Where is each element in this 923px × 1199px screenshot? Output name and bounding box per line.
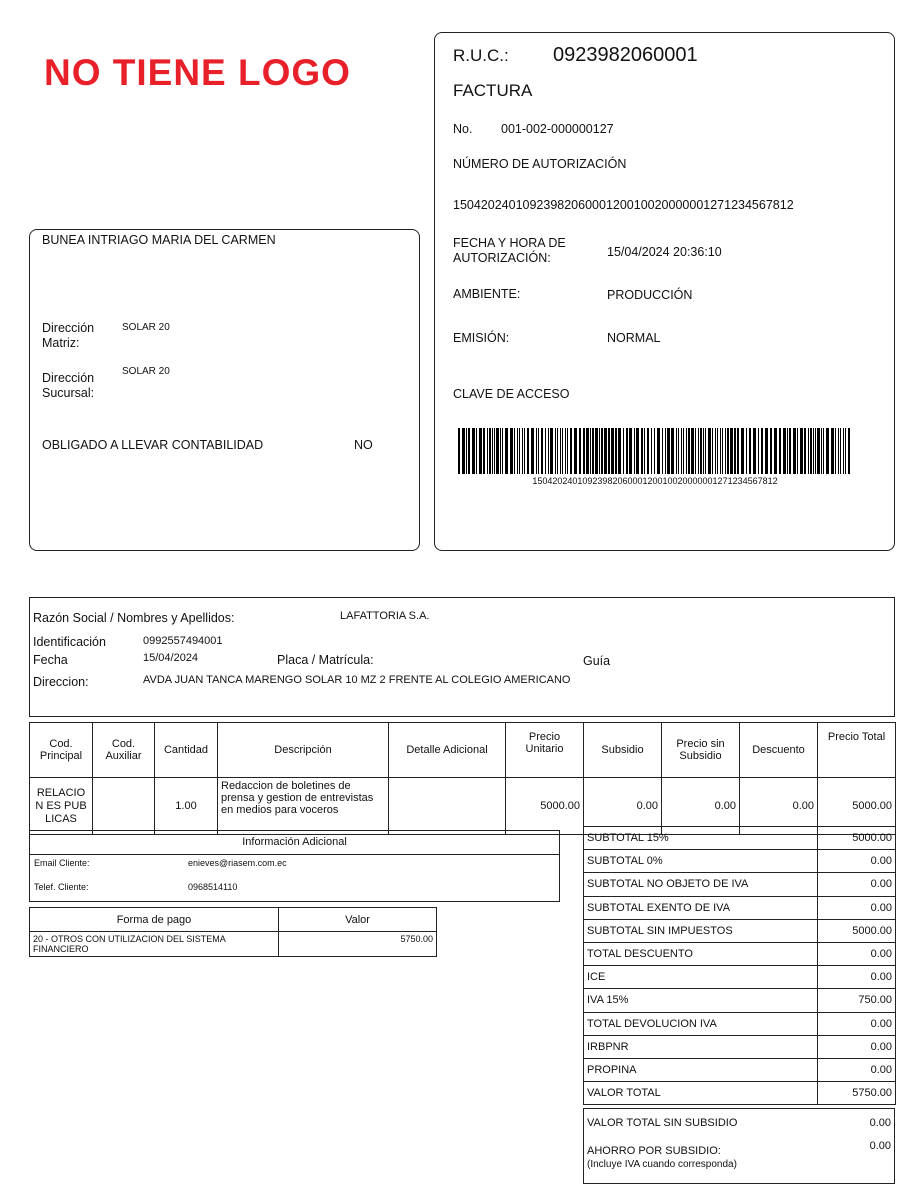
fecha-label-2: AUTORIZACIÓN:: [453, 251, 551, 265]
cell-detalle-adicional: [389, 778, 506, 835]
totals-row: [584, 850, 896, 873]
totals-label: TOTAL DEVOLUCION IVA: [584, 1012, 818, 1035]
razon-value: LAFATTORIA S.A.: [340, 610, 430, 622]
header-precio-total: Precio Total: [818, 723, 896, 778]
ruc-label: R.U.C.:: [453, 46, 509, 65]
header-cod-auxiliar: Cod. Auxiliar: [93, 723, 155, 778]
dir-sucursal-label: Dirección Sucursal:: [42, 371, 95, 400]
totals-row: [584, 896, 896, 919]
totals-row: [584, 1082, 896, 1105]
dir-matriz-value: SOLAR 20: [122, 322, 170, 333]
ahorro-subsidio-note: (Incluye IVA cuando corresponda): [587, 1159, 737, 1170]
direccion-label: Direccion:: [33, 675, 89, 689]
cell-cantidad: 1.00: [155, 778, 218, 835]
totals-row: [584, 989, 896, 1012]
fecha-autorizacion-value: 15/04/2024 20:36:10: [607, 245, 722, 259]
totals-value: 5750.00: [818, 1082, 896, 1105]
cell-descuento: 0.00: [740, 778, 818, 835]
header-cod-principal: Cod. Principal: [30, 723, 93, 778]
header-precio-unitario: Precio Unitario: [506, 723, 584, 778]
telefono-value: 0968514110: [188, 882, 238, 892]
identificacion-label: Identificación: [33, 635, 106, 649]
totals-value: 750.00: [818, 989, 896, 1012]
info-adicional-box: [29, 830, 560, 902]
factura-no-label: No.: [453, 122, 473, 136]
contabilidad-label: OBLIGADO A LLEVAR CONTABILIDAD: [42, 438, 264, 452]
totals-row: [584, 873, 896, 896]
barcode-image: [458, 428, 852, 474]
totals-value: 0.00: [818, 1035, 896, 1058]
totals-label: VALOR TOTAL: [584, 1082, 818, 1105]
emision-label: EMISIÓN:: [453, 331, 510, 345]
valor-sin-subsidio-value: 0.00: [869, 1117, 891, 1129]
totals-label: ICE: [584, 966, 818, 989]
barcode-number: 1504202401092398206000120010020000001271234567812: [532, 476, 778, 486]
logo-text: NO TIENE LOGO: [44, 52, 351, 93]
direccion-value: AVDA JUAN TANCA MARENGO SOLAR 10 MZ 2 FRENTE AL COLEGIO AMERICANO: [143, 674, 571, 686]
dir-matriz-label: Dirección Matriz:: [42, 321, 95, 350]
totals-value: 0.00: [818, 850, 896, 873]
forma-pago-row: [30, 932, 437, 957]
totals-value: 5000.00: [818, 919, 896, 942]
razon-label: Razón Social / Nombres y Apellidos:: [33, 611, 235, 625]
header-subsidio: Subsidio: [584, 723, 662, 778]
forma-pago-header-row: [30, 908, 437, 932]
totals-value: 0.00: [818, 896, 896, 919]
totals-label: PROPINA: [584, 1058, 818, 1081]
ambiente-value: PRODUCCIÓN: [607, 288, 693, 302]
fecha-label-1: FECHA Y HORA DE: [453, 236, 566, 250]
ahorro-subsidio-label: AHORRO POR SUBSIDIO:: [587, 1145, 721, 1157]
factura-no-value: 001-002-000000127: [501, 122, 614, 136]
totals-row: [584, 827, 896, 850]
info-adicional-title: Información Adicional: [30, 831, 559, 855]
emision-value: NORMAL: [607, 331, 661, 345]
cell-cod-auxiliar: [93, 778, 155, 835]
totals-value: 0.00: [818, 1012, 896, 1035]
subsidio-box: [583, 1108, 895, 1184]
totals-row: [584, 942, 896, 965]
totals-label: IVA 15%: [584, 989, 818, 1012]
header-cantidad: Cantidad: [155, 723, 218, 778]
email-value: enieves@riasem.com.ec: [188, 858, 287, 868]
totals-label: SUBTOTAL 0%: [584, 850, 818, 873]
cell-subsidio: 0.00: [584, 778, 662, 835]
fecha-label: Fecha: [33, 653, 68, 667]
factura-title: FACTURA: [453, 81, 533, 100]
totals-label: SUBTOTAL 15%: [584, 827, 818, 850]
valor-header: Valor: [279, 908, 437, 932]
cell-precio-total: 5000.00: [818, 778, 896, 835]
cell-cod-principal: RELACION ES PUBLICAS: [30, 778, 93, 835]
autorizacion-value: 1504202401092398206000120010020000001271234567812: [453, 198, 794, 212]
totales-table: [583, 826, 896, 1105]
header-descuento: Descuento: [740, 723, 818, 778]
clave-label: CLAVE DE ACCESO: [453, 387, 570, 401]
totals-row: [584, 1012, 896, 1035]
guia-label: Guía: [583, 654, 611, 668]
valor-sin-subsidio-label: VALOR TOTAL SIN SUBSIDIO: [587, 1117, 738, 1129]
items-header-row: [30, 723, 896, 778]
placa-label: Placa / Matrícula:: [277, 653, 374, 667]
totals-row: [584, 919, 896, 942]
totals-row: [584, 1035, 896, 1058]
emisor-nombre: BUNEA INTRIAGO MARIA DEL CARMEN: [42, 233, 276, 247]
totals-value: 0.00: [818, 942, 896, 965]
contabilidad-value: NO: [354, 438, 373, 452]
totals-value: 0.00: [818, 873, 896, 896]
ambiente-label: AMBIENTE:: [453, 287, 521, 301]
forma-pago-valor: 5750.00: [279, 932, 437, 957]
totals-value: 0.00: [818, 966, 896, 989]
totals-label: SUBTOTAL SIN IMPUESTOS: [584, 919, 818, 942]
cliente-box: [29, 597, 895, 717]
emisor-box: [29, 229, 420, 551]
totals-label: SUBTOTAL EXENTO DE IVA: [584, 896, 818, 919]
telefono-label: Telef. Cliente:: [34, 882, 89, 892]
email-label: Email Cliente:: [34, 858, 90, 868]
autorizacion-label: NÚMERO DE AUTORIZACIÓN: [453, 157, 627, 171]
cell-precio-sin-subsidio: 0.00: [662, 778, 740, 835]
totals-value: 0.00: [818, 1058, 896, 1081]
ahorro-subsidio-value: 0.00: [869, 1140, 891, 1152]
header-descripcion: Descripción: [218, 723, 389, 778]
dir-sucursal-value: SOLAR 20: [122, 366, 170, 377]
forma-pago-table: [29, 907, 437, 957]
totals-label: SUBTOTAL NO OBJETO DE IVA: [584, 873, 818, 896]
totals-label: TOTAL DESCUENTO: [584, 942, 818, 965]
fecha-value: 15/04/2024: [143, 652, 199, 664]
header-precio-sin-subsidio: Precio sin Subsidio: [662, 723, 740, 778]
items-table: [29, 722, 896, 835]
cell-descripcion: Redaccion de boletines de prensa y gestion de entrevistas en medios para voceros: [218, 778, 389, 835]
cell-precio-unitario: 5000.00: [506, 778, 584, 835]
totals-label: IRBPNR: [584, 1035, 818, 1058]
forma-pago-header: Forma de pago: [30, 908, 279, 932]
identificacion-value: 0992557494001: [143, 635, 223, 647]
totals-row: [584, 966, 896, 989]
ruc-value: 0923982060001: [553, 44, 698, 66]
totals-value: 5000.00: [818, 827, 896, 850]
header-detalle-adicional: Detalle Adicional: [389, 723, 506, 778]
totals-row: [584, 1058, 896, 1081]
forma-pago-value: 20 - OTROS CON UTILIZACION DEL SISTEMA FINANCIERO: [30, 932, 279, 957]
